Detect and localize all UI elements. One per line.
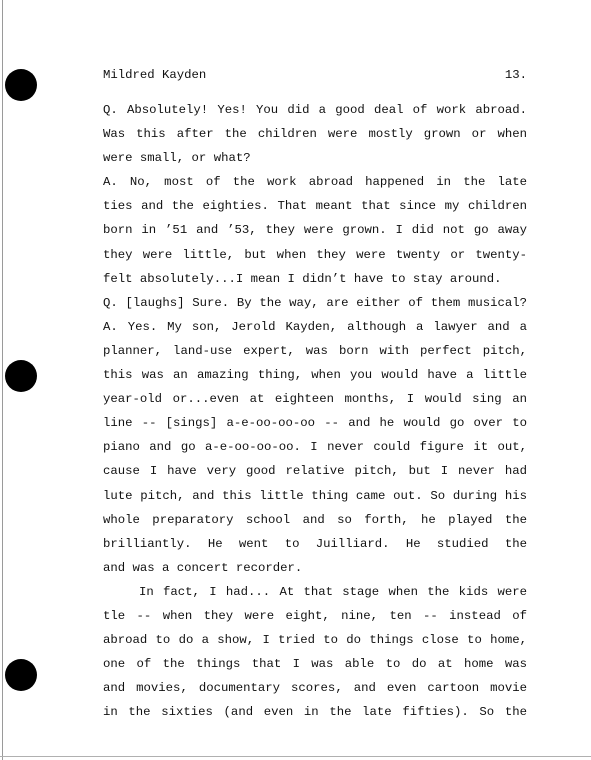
transcript-line: and was a concert recorder. <box>103 560 303 575</box>
transcript-line: year-old or...even at eighteen months, I would sing an <box>103 392 527 407</box>
transcript-line: Q. [laughs] Sure. By the way, are either of them musical? <box>103 295 527 310</box>
transcript-line: this was an amazing thing, when you would have a little <box>103 368 527 383</box>
page-header <box>103 66 527 84</box>
transcript-line: In fact, I had... At that stage when the kids were <box>139 584 527 599</box>
transcript-line: born in ’51 and ’53, they were grown. I did not go away <box>103 223 527 238</box>
transcript-line: were small, or what? <box>103 151 251 166</box>
transcript-line: tle -- when they were eight, nine, ten -- instead of <box>103 608 527 623</box>
page-number: 13. <box>504 68 527 82</box>
transcript-line: whole preparatory school and so forth, he played the <box>103 512 527 527</box>
transcript-line: Was this after the children were mostly grown or when <box>103 127 527 142</box>
binder-hole-top <box>5 69 37 101</box>
transcript-line: in the sixties (and even in the late fifties). So the <box>103 705 527 720</box>
interviewee-name: Mildred Kayden <box>103 68 207 82</box>
transcript-line: line -- [sings] a-e-oo-oo-oo -- and he would go over to <box>103 416 527 431</box>
transcript-line: they were little, but when they were twenty or twenty- <box>103 247 527 262</box>
binder-hole-middle <box>5 360 37 392</box>
page-edge-bottom <box>0 756 591 757</box>
transcript-line: abroad to do a show, I tried to do things close to home, <box>103 633 527 648</box>
transcript-line: brilliantly. He went to Juilliard. He studied the <box>103 536 527 551</box>
transcript-line: cause I have very good relative pitch, but I never had <box>103 464 527 479</box>
transcript-line: one of the things that I was able to do at home was <box>103 657 527 672</box>
transcript-line: planner, land-use expert, was born with perfect pitch, <box>103 343 527 358</box>
transcript-line: A. No, most of the work abroad happened in the late <box>103 175 527 190</box>
transcript-line: piano and go a-e-oo-oo-oo. I never could figure it out, <box>103 440 527 455</box>
transcript-line: ties and the eighties. That meant that since my children <box>103 199 527 214</box>
transcript-line: and movies, documentary scores, and even cartoon movie <box>103 681 527 696</box>
transcript-body <box>103 98 527 724</box>
transcript-line: felt absolutely...I mean I didn’t have to stay around. <box>103 271 502 286</box>
transcript-line: A. Yes. My son, Jerold Kayden, although a lawyer and a <box>103 319 527 334</box>
page-edge-left <box>2 0 3 760</box>
transcript-line: Q. Absolutely! Yes! You did a good deal of work abroad. <box>103 103 527 117</box>
binder-hole-bottom <box>5 659 37 691</box>
transcript-line: lute pitch, and this little thing came out. So during his <box>103 488 527 503</box>
